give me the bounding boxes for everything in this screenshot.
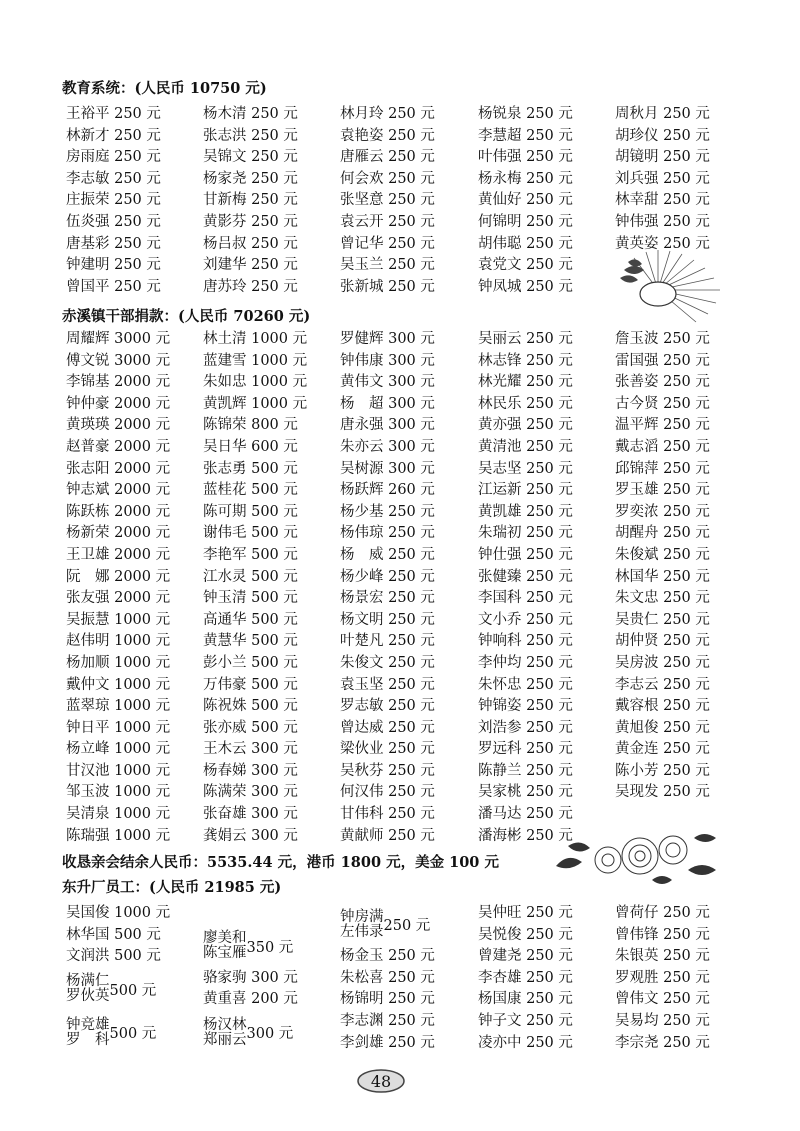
donor-entry [66,925,203,947]
donor-entry: 叶伟强 250 元 [478,149,573,166]
donor-entry: 杨少基 250 元 [340,503,435,520]
donor-entry: 杨加顺 1000 元 [66,654,171,671]
donor-entry: 陈满荣 300 元 [203,784,298,801]
donor-entry [203,968,340,990]
donor-entry: 罗观胜 250 元 [615,969,710,986]
donation-amount: 1000 元 [109,905,171,921]
donor-entry: 钟响科 250 元 [478,633,573,650]
donor-entry: 江运新 250 元 [478,482,573,499]
donor-entry: 戴志滔 250 元 [615,438,710,455]
donor-entry: 何汉伟 250 元 [340,784,435,801]
donor-entry: 唐雁云 250 元 [340,149,435,166]
dongsheng-column-1 [66,903,203,1054]
donor-entry: 钟日平 1000 元 [66,719,171,736]
donor-entry: 甘伟科 250 元 [340,806,435,823]
donor-entry: 邹玉波 1000 元 [66,784,171,801]
donor-entry: 袁玉坚 250 元 [340,676,435,693]
donor-grid-chixi [66,329,734,847]
donor-entry: 陈小芳 250 元 [615,762,710,779]
donor-entry: 杨 超 300 元 [340,395,435,412]
donor-entry: 吴锦文 250 元 [203,149,298,166]
donor-entry: 朱银英 250 元 [615,948,710,965]
page-number: 48 [370,1072,392,1091]
donor-entry: 吴仲旺 250 元 [478,905,573,921]
donor-entry: 陈祝姝 500 元 [203,698,298,715]
donor-entry: 吴日华 600 元 [203,438,298,455]
donor-entry: 袁党文 250 元 [478,257,573,274]
donor-entry: 朱文忠 250 元 [615,590,710,607]
donor-entry [203,1011,340,1054]
donor-entry: 赵伟明 1000 元 [66,633,171,650]
donor-entry: 张亦威 500 元 [203,719,298,736]
donor-entry: 钟仕强 250 元 [478,546,573,563]
donor-entry [66,968,203,1011]
donor-entry: 龚娟云 300 元 [203,827,298,844]
donor-entry: 吴丽云 250 元 [478,331,573,347]
donor-entry: 唐基彩 250 元 [66,235,161,252]
donor-entry: 周耀辉 3000 元 [66,331,171,347]
donor-entry: 钟仲豪 2000 元 [66,395,171,412]
donor-entry: 温平辉 250 元 [615,417,710,434]
donation-amount: 200 元 [246,991,298,1008]
donor-name: 杨满仁 [66,973,110,990]
section-title-relatives-balance: 收恳亲会结余人民币：5535.44 元，港币 1800 元，美金 100 元 [62,854,499,871]
donor-name: 陈宝雁 [203,945,247,962]
donor-entry: 张奋雄 300 元 [203,806,298,823]
donor-entry [340,946,478,968]
donor-entry: 罗玉雄 250 元 [615,482,710,499]
donor-entry: 吴志坚 250 元 [478,460,573,477]
donor-entry: 黄献师 250 元 [340,827,435,844]
donor-entry: 杨跃辉 260 元 [340,482,435,499]
donor-entry: 刘建华 250 元 [203,257,298,274]
donor-entry: 吴悦俊 250 元 [478,926,573,943]
donor-entry: 吴房波 250 元 [615,654,710,671]
donor-entry: 钟志斌 2000 元 [66,482,171,499]
sunburst-ornament-icon [610,248,730,326]
donor-entry: 曾荷仔 250 元 [615,905,710,921]
donor-entry: 曾记华 250 元 [340,235,435,252]
donor-entry: 李志云 250 元 [615,676,710,693]
donor-entry: 胡镜明 250 元 [615,149,710,166]
donor-entry: 蓝桂花 500 元 [203,482,298,499]
donor-entry: 胡珍仪 250 元 [615,127,710,144]
donor-entry [66,1011,203,1054]
donor-entry: 杨国康 250 元 [478,991,573,1008]
donor-entry [340,903,478,946]
donation-amount: 250 元 [383,918,431,935]
donor-entry: 朱怀忠 250 元 [478,676,573,693]
donor-entry: 杨 威 250 元 [340,546,435,563]
donor-entry: 雷国强 250 元 [615,352,710,369]
donor-entry: 杨锐泉 250 元 [478,106,573,122]
donor-entry: 朱俊文 250 元 [340,654,435,671]
donor-name: 林华国 [66,926,110,943]
donation-amount: 350 元 [246,939,294,956]
donation-amount: 250 元 [383,1034,435,1051]
donor-entry: 詹玉波 250 元 [615,331,710,347]
donor-entry: 黄慧华 500 元 [203,633,298,650]
donor-entry [66,903,203,925]
donor-name: 李志渊 [340,1012,384,1029]
section-title-chixi: 赤溪镇干部捐款：(人民币 70260 元) [62,308,311,325]
donor-name: 黄重喜 [203,991,247,1008]
donor-entry: 李志敏 250 元 [66,170,161,187]
donor-entry: 黄清池 250 元 [478,438,573,455]
donor-entry: 李杏雄 250 元 [478,969,573,986]
donor-entry: 王裕平 250 元 [66,106,161,122]
donor-entry [340,1011,478,1033]
donor-entry [203,925,340,968]
donor-entry: 吴玉兰 250 元 [340,257,435,274]
donor-entry: 曾达威 250 元 [340,719,435,736]
donor-entry: 林民乐 250 元 [478,395,573,412]
donation-amount: 250 元 [383,991,435,1008]
donor-entry: 林光耀 250 元 [478,374,573,391]
donor-entry: 杨永梅 250 元 [478,170,573,187]
donor-entry: 杨景宏 250 元 [340,590,435,607]
donor-entry: 高通华 500 元 [203,611,298,628]
donor-entry: 钟玉清 500 元 [203,590,298,607]
donor-entry: 凌亦中 250 元 [478,1034,573,1051]
donor-entry: 张友强 2000 元 [66,590,171,607]
donor-entry: 胡伟聪 250 元 [478,235,573,252]
donor-entry: 唐永强 300 元 [340,417,435,434]
donor-entry: 房雨庭 250 元 [66,149,161,166]
donation-amount: 500 元 [109,982,157,999]
donation-amount: 300 元 [246,969,298,986]
donor-name: 左伟录 [340,923,384,940]
donor-entry: 陈锦荣 800 元 [203,417,298,434]
donor-entry: 傅文锐 3000 元 [66,352,171,369]
donor-entry: 唐苏玲 250 元 [203,278,298,295]
donor-entry: 陈瑞强 1000 元 [66,827,171,844]
donor-entry: 林月玲 250 元 [340,106,435,122]
donor-entry: 古今贤 250 元 [615,395,710,412]
donor-entry: 罗远科 250 元 [478,741,573,758]
donor-entry: 罗健辉 300 元 [340,331,435,347]
donor-entry: 黄伟文 300 元 [340,374,435,391]
donor-entry [340,1033,478,1055]
donation-amount: 250 元 [383,1012,435,1029]
donor-entry: 钟子文 250 元 [478,1012,573,1029]
donor-entry: 张善姿 250 元 [615,374,710,391]
donor-entry [203,989,340,1011]
donor-entry [340,989,478,1011]
donor-entry: 伍炎强 250 元 [66,213,161,230]
donor-entry: 张志阳 2000 元 [66,460,171,477]
donor-name: 朱松喜 [340,969,384,986]
donor-entry: 胡仲贤 250 元 [615,633,710,650]
donor-entry: 潘海彬 250 元 [478,827,573,844]
donor-entry: 潘马达 250 元 [478,806,573,823]
donor-entry: 文小乔 250 元 [478,611,573,628]
donor-entry: 蓝建雪 1000 元 [203,352,308,369]
donor-entry: 杨家尧 250 元 [203,170,298,187]
donor-entry: 梁伙业 250 元 [340,741,435,758]
donor-entry: 林幸甜 250 元 [615,192,710,209]
donor-entry [340,968,478,990]
donor-entry: 杨春娣 300 元 [203,762,298,779]
donor-name: 骆家驹 [203,969,247,986]
donation-amount: 300 元 [246,1026,294,1043]
donor-name: 钟房满 [340,908,384,925]
donor-name: 罗伙英 [66,988,110,1005]
donor-entry: 戴容根 250 元 [615,698,710,715]
donor-entry: 李仲均 250 元 [478,654,573,671]
donor-entry: 彭小兰 500 元 [203,654,298,671]
donor-entry: 万伟豪 500 元 [203,676,298,693]
donor-entry: 吴易均 250 元 [615,1012,710,1029]
donor-entry: 罗奕浓 250 元 [615,503,710,520]
donor-entry: 李国科 250 元 [478,590,573,607]
section-title-education: 教育系统：(人民币 10750 元) [62,80,267,97]
flower-ornament-icon [548,826,724,888]
donor-entry: 张新城 250 元 [340,278,435,295]
donor-name: 罗 科 [66,1031,110,1048]
donor-entry: 江水灵 500 元 [203,568,298,585]
donor-entry: 赵普豪 2000 元 [66,438,171,455]
donor-entry: 何锦明 250 元 [478,213,573,230]
donor-entry [66,946,203,968]
donor-entry: 甘新梅 250 元 [203,192,298,209]
donor-entry: 朱瑞初 250 元 [478,525,573,542]
donor-entry: 杨吕叔 250 元 [203,235,298,252]
donor-entry: 曾伟锋 250 元 [615,926,710,943]
dongsheng-column-5 [615,903,734,1054]
donor-entry: 黄亦强 250 元 [478,417,573,434]
donor-grid-dongsheng [66,903,734,1054]
donor-entry: 刘兵强 250 元 [615,170,710,187]
donor-entry: 黄凯辉 1000 元 [203,395,308,412]
donor-entry: 曾伟文 250 元 [615,991,710,1008]
donor-entry: 袁艳姿 250 元 [340,127,435,144]
donor-entry: 何会欢 250 元 [340,170,435,187]
donor-entry: 吴秋芬 250 元 [340,762,435,779]
donor-entry: 张志勇 500 元 [203,460,298,477]
donor-entry: 曾国平 250 元 [66,278,161,295]
donor-entry: 林土清 1000 元 [203,331,308,347]
donor-entry: 陈可期 500 元 [203,503,298,520]
donor-entry: 黄旭俊 250 元 [615,719,710,736]
donor-entry: 张坚意 250 元 [340,192,435,209]
donor-entry: 朱俊斌 250 元 [615,546,710,563]
donor-entry: 杨新荣 2000 元 [66,525,171,542]
donor-entry: 李艳军 500 元 [203,546,298,563]
donor-entry: 李锦基 2000 元 [66,374,171,391]
donor-name: 文润洪 [66,948,110,965]
donor-entry: 钟伟强 250 元 [615,213,710,230]
donor-entry: 杨少峰 250 元 [340,568,435,585]
donation-amount: 500 元 [109,926,161,943]
donor-entry [615,804,734,826]
donor-entry: 张志洪 250 元 [203,127,298,144]
dongsheng-column-4 [478,903,615,1054]
donor-entry: 黄影芬 250 元 [203,213,298,230]
donor-entry: 王木云 300 元 [203,741,298,758]
donor-entry: 吴振慧 1000 元 [66,611,171,628]
donation-amount: 500 元 [109,1026,157,1043]
page-number-badge [356,1068,406,1094]
donor-entry: 陈跃栋 2000 元 [66,503,171,520]
donor-entry: 吴家桃 250 元 [478,784,573,801]
donor-entry: 钟凤城 250 元 [478,278,573,295]
donor-entry: 王卫雄 2000 元 [66,546,171,563]
donor-name: 李剑雄 [340,1034,384,1051]
donor-entry: 谢伟毛 500 元 [203,525,298,542]
donor-entry: 黄瑛瑛 2000 元 [66,417,171,434]
donor-entry: 钟建明 250 元 [66,257,161,274]
donor-entry: 戴仲文 1000 元 [66,676,171,693]
dongsheng-column-3 [340,903,478,1054]
donor-entry: 林志锋 250 元 [478,352,573,369]
donor-entry: 胡醒舟 250 元 [615,525,710,542]
donor-entry: 杨立峰 1000 元 [66,741,171,758]
donor-entry: 吴清泉 1000 元 [66,806,171,823]
donor-entry: 林新才 250 元 [66,127,161,144]
donor-entry: 黄凯雄 250 元 [478,503,573,520]
donor-entry: 袁云开 250 元 [340,213,435,230]
donor-entry: 杨伟琼 250 元 [340,525,435,542]
donor-name: 郑丽云 [203,1031,247,1048]
donor-name: 吴国俊 [66,905,110,921]
donor-entry: 李宗尧 250 元 [615,1034,710,1051]
donation-amount: 500 元 [109,948,161,965]
donor-entry: 邱锦萍 250 元 [615,460,710,477]
donor-entry: 吴现发 250 元 [615,784,710,801]
donor-name: 杨金玉 [340,948,384,965]
donor-entry: 钟伟康 300 元 [340,352,435,369]
donor-entry: 张健臻 250 元 [478,568,573,585]
donor-entry: 陈静兰 250 元 [478,762,573,779]
donor-entry: 李慧超 250 元 [478,127,573,144]
donor-name: 杨汉林 [203,1016,247,1033]
donor-entry: 刘浩参 250 元 [478,719,573,736]
donor-entry: 庄振荣 250 元 [66,192,161,209]
dongsheng-column-2 [203,903,340,1054]
donor-name: 钟竞雄 [66,1016,110,1033]
donation-amount: 250 元 [383,948,435,965]
donor-entry: 吴树源 300 元 [340,460,435,477]
donor-name: 廖美和 [203,930,247,947]
donor-entry: 杨木清 250 元 [203,106,298,122]
donor-entry: 朱如忠 1000 元 [203,374,308,391]
donor-entry: 曾建尧 250 元 [478,948,573,965]
donor-entry: 叶楚凡 250 元 [340,633,435,650]
donor-entry: 黄英姿 250 元 [615,235,710,252]
donor-entry: 蓝翠琼 1000 元 [66,698,171,715]
donor-entry: 钟锦姿 250 元 [478,698,573,715]
donor-name: 杨锦明 [340,991,384,1008]
donor-entry: 甘汉池 1000 元 [66,762,171,779]
donor-entry: 朱亦云 300 元 [340,438,435,455]
donor-entry: 周秋月 250 元 [615,106,710,122]
donor-entry: 黄仙好 250 元 [478,192,573,209]
section-title-dongsheng: 东升厂员工：(人民币 21985 元) [62,879,282,896]
donation-amount: 250 元 [383,969,435,986]
donor-entry: 吴贵仁 250 元 [615,611,710,628]
donor-entry: 杨文明 250 元 [340,611,435,628]
donor-entry: 阮 娜 2000 元 [66,568,171,585]
donor-entry: 黄金连 250 元 [615,741,710,758]
donor-entry: 林国华 250 元 [615,568,710,585]
donor-entry: 罗志敏 250 元 [340,698,435,715]
